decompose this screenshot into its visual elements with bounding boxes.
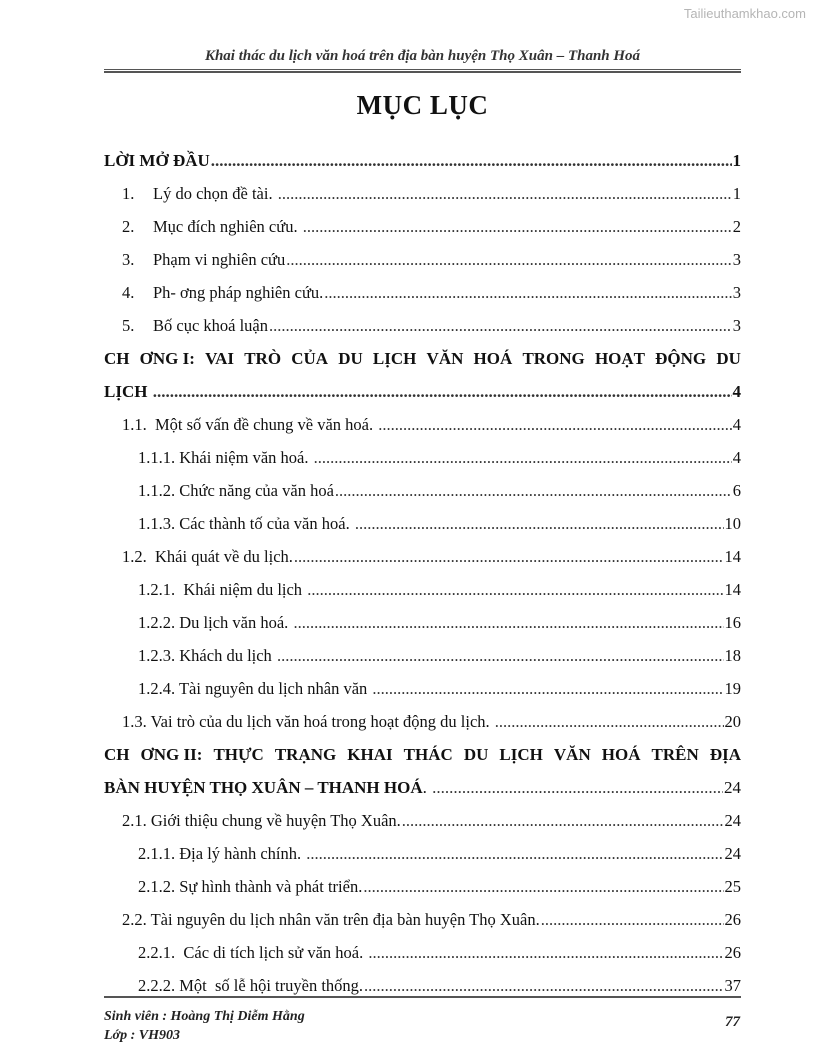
toc-entry[interactable] <box>104 897 741 930</box>
heading-word: ĐỊA <box>709 745 741 764</box>
toc-page-number: 24 <box>724 778 741 797</box>
heading-word: CH <box>104 349 130 368</box>
toc-entry-label: 1.2.1. Khái niệm du lịch <box>138 580 307 599</box>
watermark: Tailieuthamkhao.com <box>683 6 806 21</box>
toc-entry[interactable] <box>104 831 741 864</box>
dot-leader <box>307 580 723 600</box>
heading-word: LỊCH <box>499 745 543 764</box>
toc-page-number: 25 <box>724 877 741 896</box>
heading-word: ƠNG I: <box>139 349 195 368</box>
heading-word: TRẠNG <box>274 745 337 764</box>
toc-entry-label: 2.2.2. Một số lễ hội truyền thống. <box>138 976 364 995</box>
header-rule <box>104 69 741 73</box>
dot-leader <box>364 976 723 996</box>
toc-entry[interactable] <box>104 435 741 468</box>
heading-word: TRONG <box>522 349 585 368</box>
toc-entry[interactable] <box>104 633 741 666</box>
toc-entry[interactable] <box>104 699 741 732</box>
dot-leader <box>269 316 732 336</box>
toc-page-number: 6 <box>732 481 741 500</box>
dot-leader <box>355 514 724 534</box>
toc-entry[interactable] <box>104 930 741 963</box>
toc-page-number: 3 <box>732 283 741 302</box>
toc-entry-label: 1.3. Vai trò của du lịch văn hoá trong hoạt động du lịch. <box>122 712 494 731</box>
toc-entry-label: 2.1. Giới thiệu chung về huyện Thọ Xuân. <box>122 811 401 830</box>
toc-page-number: 20 <box>724 712 741 731</box>
heading-word: ĐỘNG <box>655 349 707 368</box>
toc-entry-label: LỜI MỞ ĐẦU <box>104 151 210 170</box>
heading-word: DU <box>338 349 363 368</box>
toc-page-number: 37 <box>724 976 741 995</box>
heading-word: HOÁ <box>601 745 641 764</box>
toc-page-number: 24 <box>724 811 741 830</box>
footer-student-info <box>104 1007 305 1045</box>
dot-leader <box>314 448 732 468</box>
dot-leader <box>324 283 731 303</box>
dot-leader <box>402 811 724 831</box>
toc-page-number: 10 <box>724 514 741 533</box>
toc-entry-label: 1.2.3. Khách du lịch <box>138 646 276 665</box>
student-class: Lớp : VH903 <box>104 1028 180 1043</box>
toc-entry[interactable] <box>104 468 741 501</box>
dot-leader <box>294 547 724 567</box>
running-header: Khai thác du lịch văn hoá trên địa bàn huyện Thọ Xuân – Thanh Hoá <box>204 48 641 64</box>
toc-entry-label: 2.2. Tài nguyên du lịch nhân văn trên địa bàn huyện Thọ Xuân. <box>122 910 540 929</box>
toc-entry[interactable] <box>104 402 741 435</box>
toc-entry-label: 1.2.2. Du lịch văn hoá. <box>138 613 293 632</box>
toc-entry-label: 2.2.1. Các di tích lịch sử văn hoá. <box>138 943 368 962</box>
toc-entry[interactable] <box>104 171 741 204</box>
toc-entry-number: 1. <box>122 184 135 203</box>
heading-word: VAI <box>205 349 235 368</box>
toc-entry-label: LỊCH <box>104 382 152 401</box>
heading-word: CH <box>104 745 130 764</box>
toc-chapter-1-heading[interactable] <box>104 336 741 369</box>
page-number: 77 <box>725 1014 740 1030</box>
heading-word: HOÁ <box>473 349 513 368</box>
heading-word: LỊCH <box>372 349 417 368</box>
heading-word: THÁC <box>403 745 453 764</box>
dot-leader <box>335 481 732 501</box>
toc-page-number: 3 <box>732 316 741 335</box>
heading-word: DU <box>463 745 489 764</box>
dot-leader <box>278 184 732 204</box>
dot-leader <box>277 646 724 666</box>
toc-entry-label: Lý do chọn đề tài. <box>153 184 277 203</box>
dot-leader <box>211 151 732 171</box>
dot-leader <box>495 712 724 732</box>
toc-entry[interactable] <box>104 237 741 270</box>
toc-page-number: 14 <box>724 547 741 566</box>
toc-entry[interactable] <box>104 567 741 600</box>
toc-entry-label: 1.1. Một số vấn đề chung về văn hoá. <box>122 415 378 434</box>
heading-word: VĂN <box>426 349 464 368</box>
toc-entry[interactable] <box>104 798 741 831</box>
dot-leader <box>363 877 723 897</box>
toc-entry[interactable] <box>104 303 741 336</box>
toc-entry-label: 2.1.2. Sự hình thành và phát triển. <box>138 877 363 896</box>
dot-leader <box>368 943 723 963</box>
heading-word: CỦA <box>291 349 329 368</box>
toc-page-number: 1 <box>732 184 741 203</box>
toc-entry-label: Ph- ơng pháp nghiên cứu. <box>153 283 324 302</box>
toc-entry-label: 1.2. Khái quát về du lịch. <box>122 547 293 566</box>
footer-rule <box>104 996 741 998</box>
toc-page-number: 16 <box>724 613 741 632</box>
toc-entry-label: 1.2.4. Tài nguyên du lịch nhân văn <box>138 679 372 698</box>
toc-entry-label: 1.1.2. Chức năng của văn hoá <box>138 481 334 500</box>
toc-page-number: 4 <box>732 382 741 401</box>
toc-page-number: 19 <box>724 679 741 698</box>
toc-page-number: 2 <box>732 217 741 236</box>
dot-leader <box>153 382 732 402</box>
toc-page-number: 14 <box>724 580 741 599</box>
toc-entry-label-tail: . <box>422 778 432 797</box>
dot-leader <box>306 844 723 864</box>
toc-entry-label: 2.1.1. Địa lý hành chính. <box>138 844 306 863</box>
toc-entry-label: Mục đích nghiên cứu. <box>153 217 302 236</box>
toc-entry-label: BÀN HUYỆN THỌ XUÂN – THANH HOÁ <box>104 778 423 797</box>
dot-leader <box>293 613 723 633</box>
toc-entry-number: 4. <box>122 283 135 302</box>
toc-entry-chapter-2[interactable] <box>104 765 741 798</box>
toc-page-number: 24 <box>724 844 741 863</box>
dot-leader <box>378 415 732 435</box>
dot-leader <box>372 679 723 699</box>
toc-entry-chapter-1[interactable] <box>104 369 741 402</box>
toc-entry[interactable] <box>104 501 741 534</box>
dot-leader <box>541 910 724 930</box>
toc-page-number: 18 <box>724 646 741 665</box>
toc-entry-number: 5. <box>122 316 135 335</box>
toc-entry[interactable] <box>104 534 741 567</box>
toc-entry[interactable] <box>104 204 741 237</box>
toc-entry-intro[interactable] <box>104 138 741 171</box>
toc-entry[interactable] <box>104 270 741 303</box>
toc-chapter-2-heading[interactable] <box>104 732 741 765</box>
heading-word: TRÒ <box>244 349 282 368</box>
heading-word: DU <box>716 349 741 368</box>
toc-entry-number: 2. <box>122 217 135 236</box>
toc-entry-label: 1.1.3. Các thành tố của văn hoá. <box>138 514 354 533</box>
toc-page-number: 3 <box>732 250 741 269</box>
toc-page-number: 26 <box>724 910 741 929</box>
heading-word: ƠNG II: <box>140 745 203 764</box>
toc-entry[interactable] <box>104 963 741 996</box>
toc-page-number: 4 <box>732 448 741 467</box>
toc-entry[interactable] <box>104 666 741 699</box>
toc-page-number: 4 <box>732 415 741 434</box>
toc-page-number: 1 <box>732 151 741 170</box>
toc-entry[interactable] <box>104 600 741 633</box>
toc-page-number: 26 <box>724 943 741 962</box>
dot-leader <box>303 217 732 237</box>
toc-entry-label: Phạm vi nghiên cứu <box>153 250 286 269</box>
page-title: MỤC LỤC <box>356 90 489 120</box>
toc-entry[interactable] <box>104 864 741 897</box>
heading-word: VĂN <box>553 745 591 764</box>
toc-entry-label: 1.1.1. Khái niệm văn hoá. <box>138 448 313 467</box>
student-name: Sinh viên : Hoàng Thị Diễm Hằng <box>104 1009 305 1024</box>
heading-word: KHAI <box>347 745 393 764</box>
dot-leader <box>432 778 723 798</box>
dot-leader <box>286 250 732 270</box>
heading-word: TRÊN <box>651 745 699 764</box>
toc-entry-number: 3. <box>122 250 135 269</box>
table-of-contents <box>104 138 741 996</box>
toc-entry-label: Bố cục khoá luận <box>153 316 269 335</box>
heading-word: THỰC <box>213 745 264 764</box>
heading-word: HOẠT <box>594 349 645 368</box>
